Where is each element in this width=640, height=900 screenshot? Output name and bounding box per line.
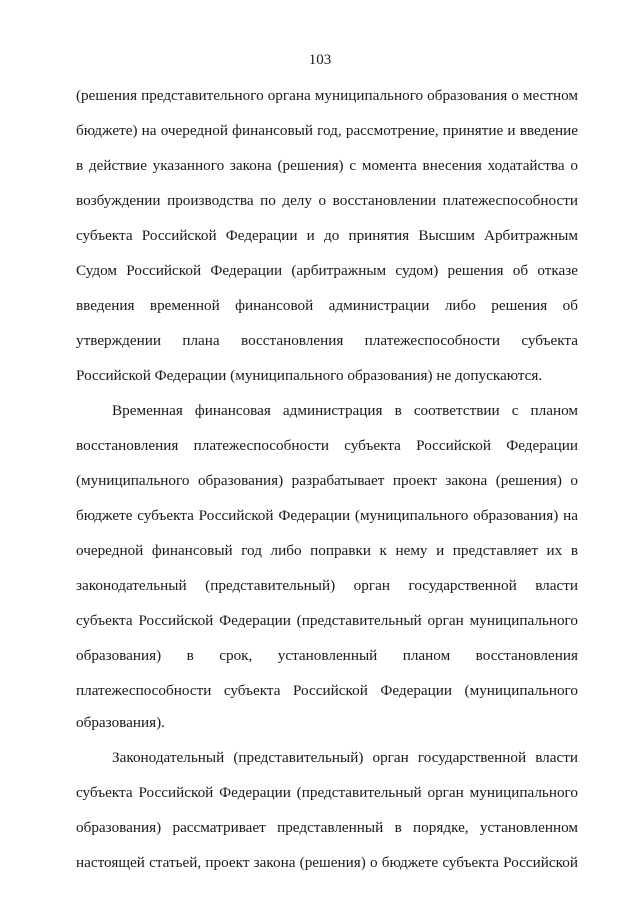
text-line: платежеспособности субъекта Российской Федерации (муниципального: [76, 682, 578, 699]
text-line: (решения представительного органа муниципального образования о местном: [76, 87, 578, 104]
text-line: субъекта Российской Федерации и до принятия Высшим Арбитражным: [76, 227, 578, 244]
text-line: очередной финансовый год либо поправки к нему и представляет их в: [76, 542, 578, 559]
paragraph-first-line: Временная финансовая администрация в соответствии с планом: [112, 402, 578, 419]
text-line: восстановления платежеспособности субъекта Российской Федерации: [76, 437, 578, 454]
text-line: образования) рассматривает представленный в порядке, установленном: [76, 819, 578, 836]
text-line: (муниципального образования) разрабатывает проект закона (решения) о: [76, 472, 578, 489]
text-line: образования) в срок, установленный планом восстановления: [76, 647, 578, 664]
text-line: введения временной финансовой администрации либо решения об: [76, 297, 578, 314]
text-line: утверждении плана восстановления платежеспособности субъекта: [76, 332, 578, 349]
text-line: Российской Федерации (муниципального образования) не допускаются.: [76, 367, 543, 384]
paragraph-first-line: Законодательный (представительный) орган государственной власти: [112, 749, 578, 766]
text-line: образования).: [76, 714, 165, 731]
text-line: Судом Российской Федерации (арбитражным судом) решения об отказе: [76, 262, 578, 279]
text-line: бюджете субъекта Российской Федерации (муниципального образования) на: [76, 507, 578, 524]
text-line: законодательный (представительный) орган государственной власти: [76, 577, 578, 594]
page-number: 103: [308, 52, 332, 68]
text-line: субъекта Российской Федерации (представительный орган муниципального: [76, 784, 578, 801]
text-line: бюджете) на очередной финансовый год, рассмотрение, принятие и введение: [76, 122, 578, 139]
text-line: возбуждении производства по делу о восстановлении платежеспособности: [76, 192, 578, 209]
text-line: в действие указанного закона (решения) с момента внесения ходатайства о: [76, 157, 578, 174]
text-line: субъекта Российской Федерации (представительный орган муниципального: [76, 612, 578, 629]
text-line: настоящей статьей, проект закона (решения) о бюджете субъекта Российской: [76, 854, 578, 871]
